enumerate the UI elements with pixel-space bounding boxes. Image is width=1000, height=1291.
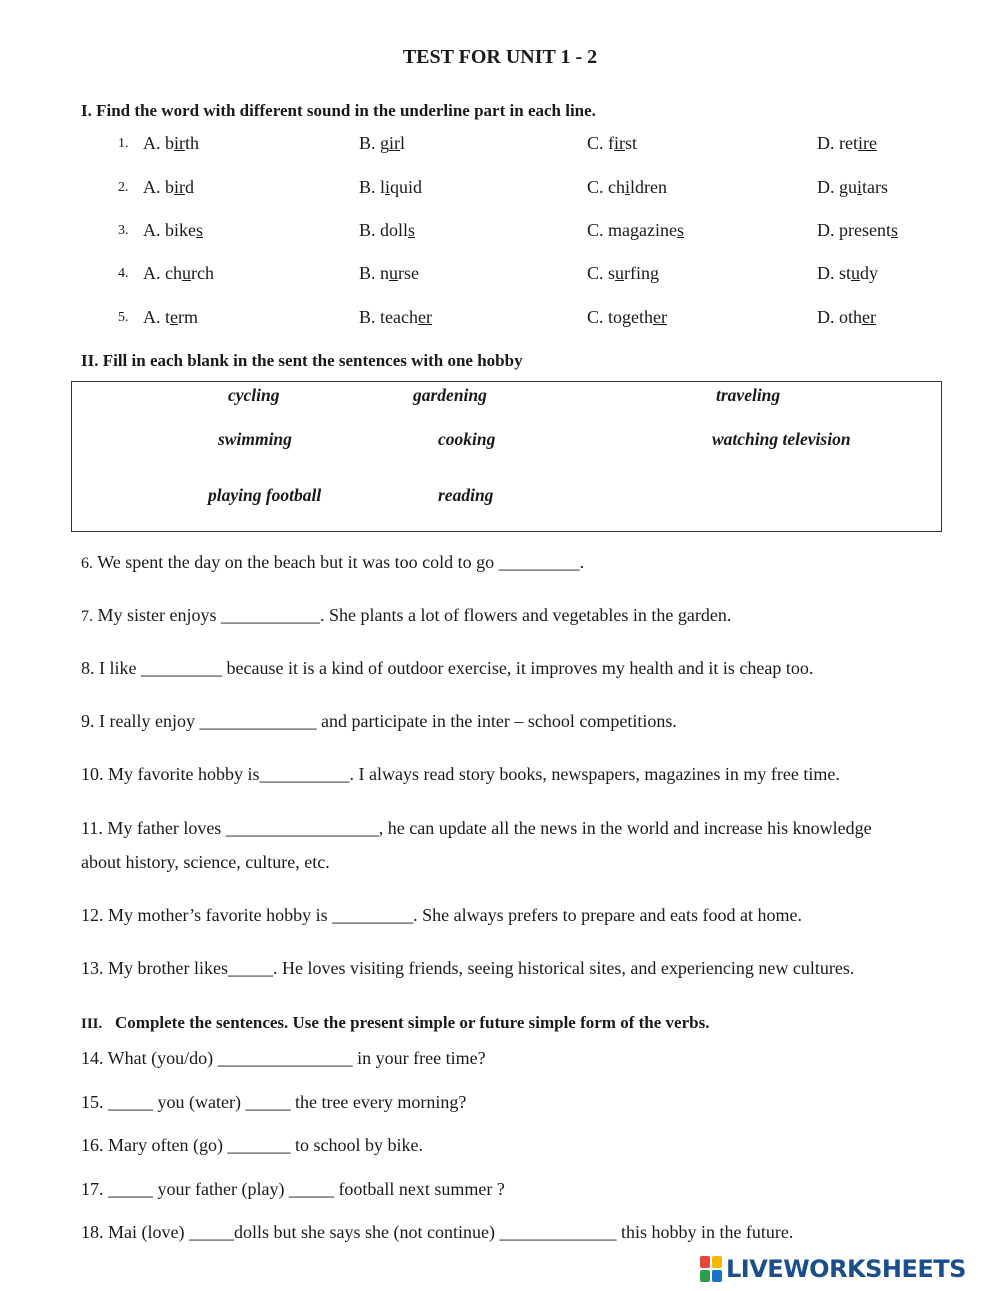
section-2-heading: II. Fill in each blank in the sent the sentences with one hobby	[81, 351, 523, 370]
question-14: 14. What (you/do) _______________ in your free time?	[81, 1048, 486, 1068]
option-text: rfing	[624, 263, 660, 283]
option-text: l	[400, 133, 406, 153]
hobby-word: watching television	[712, 429, 851, 449]
option-text: th	[185, 133, 200, 153]
option-text: D. present	[817, 220, 891, 240]
option-text: B. doll	[359, 220, 409, 240]
answer-option	[359, 307, 432, 328]
liveworksheets-logo-icon	[700, 1256, 722, 1282]
section-1-heading: I. Find the word with different sound in the underline part in each line.	[81, 101, 596, 120]
answer-option	[359, 133, 405, 154]
underlined-part: s	[890, 220, 898, 240]
hobby-word: swimming	[218, 429, 292, 449]
option-text: B. g	[359, 133, 390, 153]
question-11-continued: about history, science, culture, etc.	[81, 852, 330, 872]
question-8: 8. I like _________ because it is a kind of outdoor exercise, it improves my health and it is cheap too.	[81, 658, 814, 678]
question-7: 7. My sister enjoys ___________. She plants a lot of flowers and vegetables in the garden.	[81, 605, 732, 625]
page-title: TEST FOR UNIT 1 - 2	[402, 46, 598, 68]
option-text: d	[185, 177, 194, 197]
option-text: C. f	[587, 133, 614, 153]
option-text: D. gu	[817, 177, 857, 197]
underlined-part: i	[857, 177, 863, 197]
underlined-part: u	[615, 263, 625, 283]
underlined-part: s	[408, 220, 416, 240]
underlined-part: u	[389, 263, 399, 283]
option-text: D. oth	[817, 307, 862, 327]
option-text: C. s	[587, 263, 616, 283]
option-text: A. bike	[143, 220, 196, 240]
answer-option	[587, 133, 637, 154]
underlined-part: ir	[174, 133, 185, 153]
item-number: 1.	[118, 136, 129, 151]
answer-option	[587, 263, 659, 284]
underlined-part: er	[653, 307, 667, 327]
hobby-word-box	[71, 381, 942, 532]
item-number: 5.	[118, 310, 129, 325]
question-15: 15. _____ you (water) _____ the tree every morning?	[81, 1092, 467, 1112]
question-12: 12. My mother’s favorite hobby is _________. She always prefers to prepare and eats food at home.	[81, 905, 802, 925]
option-text: A. ch	[143, 263, 182, 283]
liveworksheets-logo-text: LIVEWORKSHEETS	[726, 1255, 966, 1283]
option-text: D. ret	[817, 133, 858, 153]
item-number: 2.	[118, 180, 129, 195]
section-3-heading: III. Complete the sentences. Use the present simple or future simple form of the verbs.	[81, 1013, 710, 1032]
hobby-word: reading	[438, 485, 494, 505]
answer-option	[359, 220, 415, 241]
question-10: 10. My favorite hobby is__________. I always read story books, newspapers, magazines in my free time.	[81, 764, 840, 784]
answer-option	[143, 133, 199, 154]
logo-square-green	[700, 1270, 710, 1282]
hobby-word: gardening	[413, 385, 487, 405]
question-16: 16. Mary often (go) _______ to school by bike.	[81, 1135, 423, 1155]
hobby-word: cycling	[228, 385, 280, 405]
liveworksheets-logo[interactable]	[700, 1252, 992, 1286]
option-text: C. ch	[587, 177, 625, 197]
option-text: ldren	[630, 177, 667, 197]
option-text: B. teach	[359, 307, 418, 327]
option-text: A. b	[143, 177, 174, 197]
question-17: 17. _____ your father (play) _____ football next summer ?	[81, 1179, 505, 1199]
option-text: st	[625, 133, 638, 153]
option-text: dy	[860, 263, 879, 283]
underlined-part: u	[182, 263, 191, 283]
underlined-part: ir	[614, 133, 625, 153]
underlined-part: i	[385, 177, 391, 197]
question-18: 18. Mai (love) _____dolls but she says she (not continue) _____________ this hobby in the future.	[81, 1222, 794, 1242]
answer-option	[817, 307, 876, 328]
underlined-part: er	[862, 307, 876, 327]
option-text: C. magazine	[587, 220, 677, 240]
item-number: 4.	[118, 266, 129, 281]
answer-option	[143, 220, 203, 241]
answer-option	[587, 177, 667, 198]
hobby-word: traveling	[716, 385, 781, 405]
underlined-part: e	[170, 307, 178, 327]
underlined-part: s	[196, 220, 204, 240]
answer-option	[143, 307, 198, 328]
option-text: B. l	[359, 177, 386, 197]
question-6: 6. We spent the day on the beach but it was too cold to go _________.	[81, 552, 585, 572]
option-text: A. t	[143, 307, 170, 327]
option-text: rch	[191, 263, 214, 283]
option-text: D. st	[817, 263, 852, 283]
hobby-word: playing football	[208, 485, 322, 505]
question-13: 13. My brother likes_____. He loves visiting friends, seeing historical sites, and experiencing new cultures.	[81, 958, 855, 978]
option-text: A. b	[143, 133, 174, 153]
option-text: C. togeth	[587, 307, 653, 327]
answer-option	[143, 177, 194, 198]
answer-option	[817, 177, 888, 198]
question-9: 9. I really enjoy _____________ and participate in the inter – school competitions.	[81, 711, 677, 731]
underlined-part: i	[625, 177, 631, 197]
answer-option	[817, 133, 877, 154]
underlined-part: ir	[174, 177, 185, 197]
item-number: 3.	[118, 223, 129, 238]
logo-square-yellow	[712, 1256, 722, 1268]
answer-option	[587, 220, 684, 241]
logo-square-red	[700, 1256, 710, 1268]
underlined-part: ir	[389, 133, 401, 153]
option-text: tars	[862, 177, 889, 197]
option-text: rm	[178, 307, 198, 327]
underlined-part: s	[676, 220, 684, 240]
answer-option	[817, 220, 898, 241]
answer-option	[359, 263, 419, 284]
underlined-part: ire	[857, 133, 877, 153]
option-text: quid	[390, 177, 423, 197]
option-text: B. n	[359, 263, 390, 283]
answer-option	[587, 307, 667, 328]
underlined-part: er	[417, 307, 432, 327]
underlined-part: u	[851, 263, 861, 283]
logo-square-blue	[712, 1270, 722, 1282]
option-text: rse	[398, 263, 420, 283]
answer-option	[359, 177, 422, 198]
hobby-word: cooking	[438, 429, 496, 449]
answer-option	[143, 263, 214, 284]
answer-option	[817, 263, 878, 284]
question-11: 11. My father loves _________________, he can update all the news in the world and increase his knowledge	[81, 818, 872, 838]
